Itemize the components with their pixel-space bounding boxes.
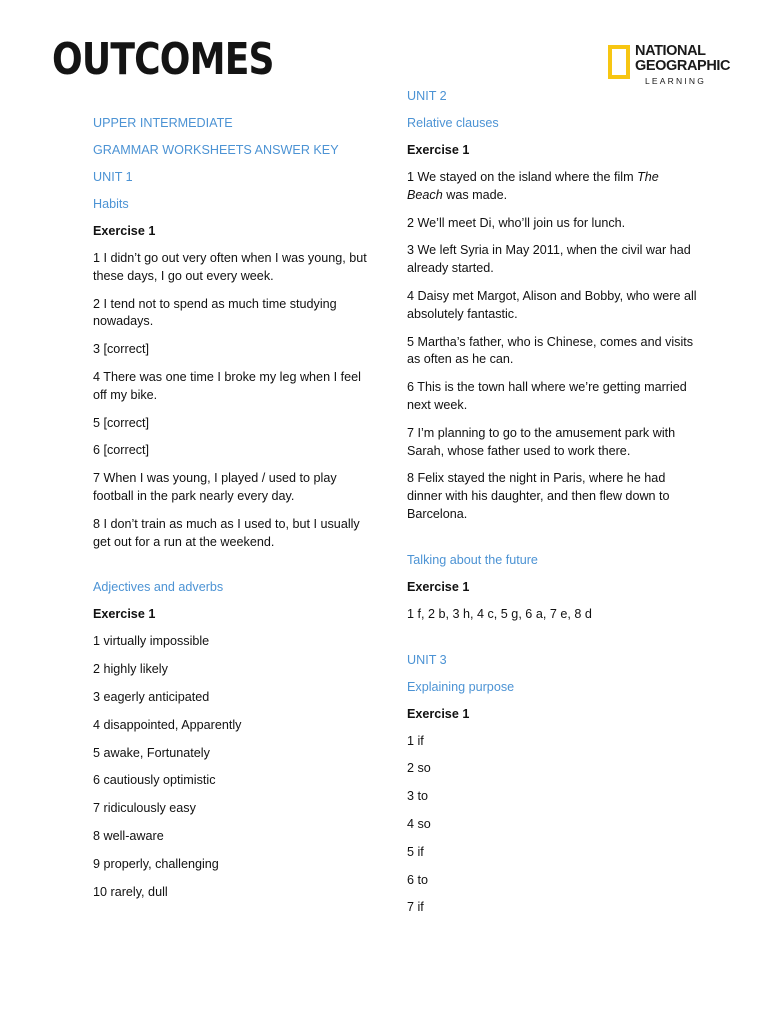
relative-answer-1-start: 1 We stayed on the island where the film (407, 170, 638, 184)
habits-answer: 8 I don’t train as much as I used to, but I usually get out for a run at the weekend. (93, 516, 360, 549)
relative-answer: 5 Martha’s father, who is Chinese, comes and visits as often as he can. (407, 334, 694, 367)
purpose-answer: 2 so (407, 761, 431, 776)
outcomes-logo: OUTCOMES (52, 34, 274, 85)
purpose-answer: 3 to (407, 789, 429, 804)
yellow-frame-icon (608, 45, 630, 79)
relative-answer: 3 We left Syria in May 2011, when the civil war had already started. (407, 243, 691, 276)
unit-3-heading: UNIT 3 (407, 652, 447, 667)
adjectives-answer: 9 properly, challenging (93, 856, 219, 871)
logo-line-3: LEARNING (645, 76, 707, 86)
habits-answer: 1 I didn’t go out very often when I was young, but these days, I go out every week. (93, 251, 367, 283)
relative-answer (407, 169, 697, 205)
unit-1-heading: UNIT 1 (93, 170, 133, 184)
relative-answer: 4 Daisy met Margot, Alison and Bobby, who were all absolutely fantastic. (407, 288, 697, 321)
purpose-answer: 1 if (407, 733, 424, 748)
adjectives-answer: 1 virtually impossible (93, 634, 210, 649)
relative-exercise-label: Exercise 1 (407, 143, 470, 157)
film-title: The Beach (407, 170, 659, 202)
relative-clauses-heading: Relative clauses (407, 116, 499, 130)
logo-line-2: GEOGRAPHIC (635, 58, 731, 74)
habits-answer: 7 When I was young, I played / used to play football in the park nearly every day. (93, 471, 337, 503)
relative-answer: 8 Felix stayed the night in Paris, where he had dinner with his daughter, and then flew down to Barcelona. (407, 471, 670, 521)
relative-answer: 2 We’ll meet Di, who’ll join us for lunch. (407, 215, 626, 230)
logo-line-1: NATIONAL (635, 43, 706, 59)
habits-answer: 6 [correct] (93, 443, 149, 458)
habits-answer: 5 [correct] (93, 415, 149, 430)
left-column (93, 115, 373, 901)
level-heading: UPPER INTERMEDIATE (93, 116, 233, 130)
habits-answer: 2 I tend not to spend as much time studying nowadays. (93, 296, 337, 329)
relative-answer-1-end: was made. (442, 187, 508, 202)
purpose-heading: Explaining purpose (407, 679, 515, 694)
adjectives-answer: 10 rarely, dull (93, 884, 168, 899)
future-answer: 1 f, 2 b, 3 h, 4 c, 5 g, 6 a, 7 e, 8 d (407, 606, 592, 621)
habits-answer: 4 There was one time I broke my leg when I feel off my bike. (93, 369, 361, 402)
right-column (407, 88, 697, 917)
adjectives-answer: 7 ridiculously easy (93, 801, 196, 816)
adjectives-heading: Adjectives and adverbs (93, 580, 224, 595)
adjectives-answer: 2 highly likely (93, 662, 168, 677)
adjectives-answer: 4 disappointed, Apparently (93, 717, 242, 732)
relative-answer: 6 This is the town hall where we’re getting married next week. (407, 380, 687, 412)
adjectives-answer: 5 awake, Fortunately (93, 745, 210, 760)
national-geographic-logo (608, 44, 733, 90)
document-title: GRAMMAR WORKSHEETS ANSWER KEY (93, 143, 339, 157)
adjectives-exercise-label: Exercise 1 (93, 607, 156, 622)
adjectives-answer: 6 cautiously optimistic (93, 773, 216, 788)
purpose-answer: 4 so (407, 816, 431, 831)
future-heading: Talking about the future (407, 552, 538, 567)
purpose-exercise-label: Exercise 1 (407, 706, 470, 721)
future-exercise-label: Exercise 1 (407, 579, 470, 594)
unit-2-heading: UNIT 2 (407, 89, 447, 103)
habits-exercise-label: Exercise 1 (93, 224, 156, 238)
habits-heading: Habits (93, 197, 129, 211)
adjectives-answer: 8 well-aware (93, 828, 164, 843)
purpose-answer: 5 if (407, 844, 424, 859)
relative-answer: 7 I’m planning to go to the amusement park with Sarah, whose father used to work there. (407, 425, 676, 458)
adjectives-answer: 3 eagerly anticipated (93, 689, 210, 704)
purpose-answer: 7 if (407, 900, 424, 915)
purpose-answer: 6 to (407, 872, 429, 887)
habits-answer: 3 [correct] (93, 342, 149, 357)
